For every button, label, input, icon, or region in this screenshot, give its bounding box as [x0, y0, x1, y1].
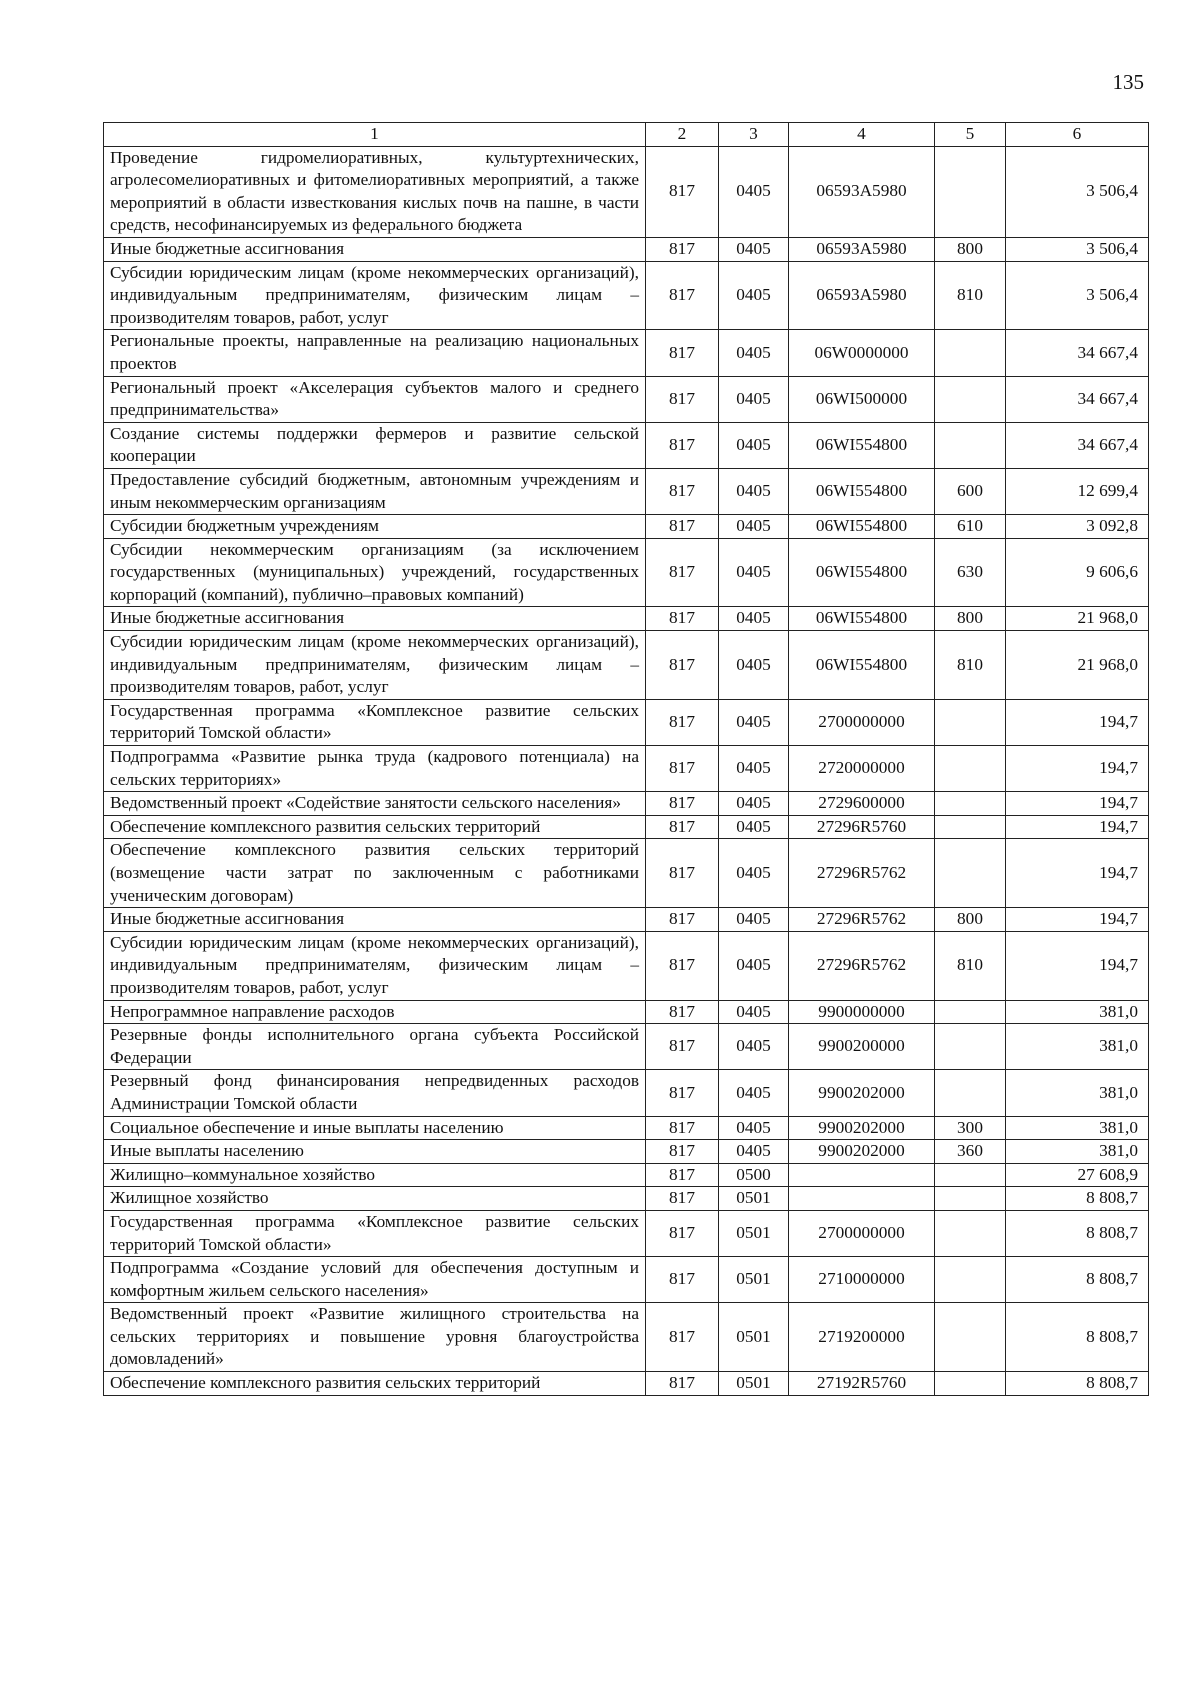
row-amount: 12 699,4	[1006, 468, 1149, 514]
row-amount: 8 808,7	[1006, 1257, 1149, 1303]
table-row	[104, 931, 1149, 1000]
row-ministry-code: 817	[646, 1210, 719, 1256]
row-section-code: 0405	[719, 631, 789, 700]
row-name: Ведомственный проект «Содействие занятости сельского населения»	[104, 792, 646, 816]
row-name: Жилищно–коммунальное хозяйство	[104, 1163, 646, 1187]
table-row	[104, 1163, 1149, 1187]
row-expense-type-code	[935, 1303, 1006, 1372]
row-expense-type-code	[935, 815, 1006, 839]
row-amount: 3 506,4	[1006, 261, 1149, 330]
table-row	[104, 1187, 1149, 1211]
row-section-code: 0405	[719, 931, 789, 1000]
row-target-code: 06WI500000	[789, 376, 935, 422]
row-amount: 381,0	[1006, 1116, 1149, 1140]
row-ministry-code: 817	[646, 699, 719, 745]
table-row	[104, 515, 1149, 539]
row-target-code: 06WI554800	[789, 631, 935, 700]
row-target-code: 2700000000	[789, 1210, 935, 1256]
column-header: 6	[1006, 123, 1149, 147]
row-ministry-code: 817	[646, 1024, 719, 1070]
row-ministry-code: 817	[646, 261, 719, 330]
row-section-code: 0405	[719, 237, 789, 261]
row-ministry-code: 817	[646, 1303, 719, 1372]
row-section-code: 0405	[719, 261, 789, 330]
row-name: Ведомственный проект «Развитие жилищного строительства на сельских территориях и повышение уровня благоустройства домовладений»	[104, 1303, 646, 1372]
row-amount: 194,7	[1006, 839, 1149, 908]
row-target-code	[789, 1163, 935, 1187]
row-expense-type-code	[935, 1187, 1006, 1211]
row-target-code: 27296R5760	[789, 815, 935, 839]
row-expense-type-code	[935, 1372, 1006, 1396]
row-section-code: 0405	[719, 839, 789, 908]
row-name: Иные бюджетные ассигнования	[104, 237, 646, 261]
row-ministry-code: 817	[646, 792, 719, 816]
row-section-code: 0405	[719, 908, 789, 932]
row-amount: 194,7	[1006, 792, 1149, 816]
table-row	[104, 538, 1149, 607]
table-row	[104, 1257, 1149, 1303]
row-expense-type-code: 810	[935, 261, 1006, 330]
row-expense-type-code: 300	[935, 1116, 1006, 1140]
page-number: 135	[1112, 70, 1144, 94]
row-target-code: 2719200000	[789, 1303, 935, 1372]
row-amount: 381,0	[1006, 1070, 1149, 1116]
row-ministry-code: 817	[646, 468, 719, 514]
row-name: Иные выплаты населению	[104, 1140, 646, 1164]
row-target-code: 2729600000	[789, 792, 935, 816]
row-ministry-code: 817	[646, 839, 719, 908]
row-ministry-code: 817	[646, 631, 719, 700]
row-section-code: 0405	[719, 1116, 789, 1140]
row-expense-type-code	[935, 376, 1006, 422]
row-expense-type-code: 360	[935, 1140, 1006, 1164]
table-row	[104, 261, 1149, 330]
row-name: Резервные фонды исполнительного органа субъекта Российской Федерации	[104, 1024, 646, 1070]
row-name: Иные бюджетные ассигнования	[104, 908, 646, 932]
table-row	[104, 1210, 1149, 1256]
row-target-code: 06593А5980	[789, 261, 935, 330]
row-expense-type-code: 610	[935, 515, 1006, 539]
row-expense-type-code	[935, 1257, 1006, 1303]
row-section-code: 0405	[719, 468, 789, 514]
row-name: Субсидии юридическим лицам (кроме некоммерческих организаций), индивидуальным предпринимателям, физическим лицам – производителям товаров, работ, услуг	[104, 261, 646, 330]
row-name: Социальное обеспечение и иные выплаты населению	[104, 1116, 646, 1140]
row-target-code: 06W0000000	[789, 330, 935, 376]
row-name: Предоставление субсидий бюджетным, автономным учреждениям и иным некоммерческим организациям	[104, 468, 646, 514]
row-amount: 194,7	[1006, 815, 1149, 839]
row-name: Непрограммное направление расходов	[104, 1000, 646, 1024]
row-name: Региональные проекты, направленные на реализацию национальных проектов	[104, 330, 646, 376]
row-ministry-code: 817	[646, 1163, 719, 1187]
row-section-code: 0405	[719, 1140, 789, 1164]
table-row	[104, 468, 1149, 514]
row-name: Субсидии юридическим лицам (кроме некоммерческих организаций), индивидуальным предпринимателям, физическим лицам – производителям товаров, работ, услуг	[104, 631, 646, 700]
row-name: Государственная программа «Комплексное развитие сельских территорий Томской области»	[104, 1210, 646, 1256]
row-expense-type-code: 800	[935, 908, 1006, 932]
row-section-code: 0405	[719, 330, 789, 376]
row-name: Подпрограмма «Развитие рынка труда (кадрового потенциала) на сельских территориях»	[104, 746, 646, 792]
row-name: Создание системы поддержки фермеров и развитие сельской кооперации	[104, 422, 646, 468]
column-header: 5	[935, 123, 1006, 147]
row-ministry-code: 817	[646, 1257, 719, 1303]
table-row	[104, 815, 1149, 839]
row-amount: 34 667,4	[1006, 376, 1149, 422]
table-row	[104, 1000, 1149, 1024]
row-ministry-code: 817	[646, 538, 719, 607]
row-expense-type-code	[935, 1210, 1006, 1256]
row-name: Региональный проект «Акселерация субъектов малого и среднего предпринимательства»	[104, 376, 646, 422]
row-ministry-code: 817	[646, 1187, 719, 1211]
row-section-code: 0501	[719, 1257, 789, 1303]
row-expense-type-code	[935, 422, 1006, 468]
row-expense-type-code	[935, 792, 1006, 816]
row-expense-type-code	[935, 1070, 1006, 1116]
table-row	[104, 376, 1149, 422]
row-amount: 3 506,4	[1006, 146, 1149, 237]
row-expense-type-code: 800	[935, 607, 1006, 631]
row-section-code: 0500	[719, 1163, 789, 1187]
row-section-code: 0405	[719, 515, 789, 539]
row-ministry-code: 817	[646, 422, 719, 468]
row-target-code: 06WI554800	[789, 515, 935, 539]
row-target-code: 9900202000	[789, 1116, 935, 1140]
row-target-code: 06WI554800	[789, 468, 935, 514]
row-target-code: 06WI554800	[789, 422, 935, 468]
row-target-code	[789, 1187, 935, 1211]
row-section-code: 0405	[719, 746, 789, 792]
table-row	[104, 1140, 1149, 1164]
row-amount: 27 608,9	[1006, 1163, 1149, 1187]
header-row	[104, 123, 1149, 147]
row-amount: 381,0	[1006, 1140, 1149, 1164]
row-target-code: 9900202000	[789, 1140, 935, 1164]
table-row	[104, 631, 1149, 700]
row-expense-type-code: 600	[935, 468, 1006, 514]
row-ministry-code: 817	[646, 376, 719, 422]
row-amount: 194,7	[1006, 746, 1149, 792]
row-ministry-code: 817	[646, 1116, 719, 1140]
row-name: Обеспечение комплексного развития сельских территорий (возмещение части затрат по заключенным с работниками ученическим договорам)	[104, 839, 646, 908]
table-row	[104, 146, 1149, 237]
row-amount: 381,0	[1006, 1000, 1149, 1024]
row-name: Подпрограмма «Создание условий для обеспечения доступным и комфортным жильем сельского населения»	[104, 1257, 646, 1303]
row-ministry-code: 817	[646, 237, 719, 261]
table-row	[104, 792, 1149, 816]
table-row	[104, 1024, 1149, 1070]
row-amount: 9 606,6	[1006, 538, 1149, 607]
row-expense-type-code: 810	[935, 931, 1006, 1000]
row-expense-type-code	[935, 746, 1006, 792]
row-ministry-code: 817	[646, 1070, 719, 1116]
row-amount: 194,7	[1006, 699, 1149, 745]
row-section-code: 0405	[719, 607, 789, 631]
row-section-code: 0501	[719, 1210, 789, 1256]
row-section-code: 0405	[719, 699, 789, 745]
row-ministry-code: 817	[646, 746, 719, 792]
row-amount: 381,0	[1006, 1024, 1149, 1070]
row-expense-type-code: 630	[935, 538, 1006, 607]
row-name: Жилищное хозяйство	[104, 1187, 646, 1211]
row-target-code: 06593А5980	[789, 146, 935, 237]
row-name: Субсидии бюджетным учреждениям	[104, 515, 646, 539]
table-row	[104, 1372, 1149, 1396]
row-section-code: 0501	[719, 1372, 789, 1396]
row-amount: 3 506,4	[1006, 237, 1149, 261]
row-expense-type-code	[935, 146, 1006, 237]
row-amount: 194,7	[1006, 931, 1149, 1000]
row-ministry-code: 817	[646, 1000, 719, 1024]
row-expense-type-code	[935, 699, 1006, 745]
row-expense-type-code	[935, 1163, 1006, 1187]
row-amount: 8 808,7	[1006, 1303, 1149, 1372]
row-ministry-code: 817	[646, 330, 719, 376]
row-target-code: 2700000000	[789, 699, 935, 745]
row-amount: 8 808,7	[1006, 1210, 1149, 1256]
row-amount: 8 808,7	[1006, 1372, 1149, 1396]
row-section-code: 0405	[719, 792, 789, 816]
table-row	[104, 1303, 1149, 1372]
row-name: Субсидии некоммерческим организациям (за исключением государственных (муниципальных) учреждений, государственных корпораций (компаний), публично–правовых компаний)	[104, 538, 646, 607]
row-expense-type-code	[935, 839, 1006, 908]
table-row	[104, 746, 1149, 792]
row-expense-type-code	[935, 330, 1006, 376]
table-row	[104, 607, 1149, 631]
row-ministry-code: 817	[646, 607, 719, 631]
row-target-code: 9900200000	[789, 1024, 935, 1070]
row-section-code: 0501	[719, 1303, 789, 1372]
row-ministry-code: 817	[646, 515, 719, 539]
row-section-code: 0405	[719, 146, 789, 237]
row-target-code: 06WI554800	[789, 538, 935, 607]
row-target-code: 9900202000	[789, 1070, 935, 1116]
row-amount: 3 092,8	[1006, 515, 1149, 539]
row-section-code: 0405	[719, 815, 789, 839]
column-header: 4	[789, 123, 935, 147]
row-target-code: 2710000000	[789, 1257, 935, 1303]
row-section-code: 0405	[719, 376, 789, 422]
table-row	[104, 839, 1149, 908]
row-target-code: 06593А5980	[789, 237, 935, 261]
row-target-code: 27296R5762	[789, 931, 935, 1000]
row-section-code: 0501	[719, 1187, 789, 1211]
row-section-code: 0405	[719, 422, 789, 468]
row-name: Проведение гидромелиоративных, культуртехнических, агролесомелиоративных и фитомелиоративных мероприятий, а также мероприятий в области известкования кислых почв на пашне, в части средств, несофинансируемых из федерального бюджета	[104, 146, 646, 237]
row-amount: 34 667,4	[1006, 422, 1149, 468]
row-amount: 194,7	[1006, 908, 1149, 932]
row-expense-type-code	[935, 1024, 1006, 1070]
row-amount: 8 808,7	[1006, 1187, 1149, 1211]
row-target-code: 9900000000	[789, 1000, 935, 1024]
table-row	[104, 330, 1149, 376]
row-ministry-code: 817	[646, 1372, 719, 1396]
table-row	[104, 422, 1149, 468]
row-name: Обеспечение комплексного развития сельских территорий	[104, 1372, 646, 1396]
column-header: 1	[104, 123, 646, 147]
row-expense-type-code: 810	[935, 631, 1006, 700]
row-name: Субсидии юридическим лицам (кроме некоммерческих организаций), индивидуальным предпринимателям, физическим лицам – производителям товаров, работ, услуг	[104, 931, 646, 1000]
column-header: 3	[719, 123, 789, 147]
row-amount: 21 968,0	[1006, 631, 1149, 700]
row-target-code: 06WI554800	[789, 607, 935, 631]
row-target-code: 27192R5760	[789, 1372, 935, 1396]
row-section-code: 0405	[719, 1024, 789, 1070]
table-row	[104, 699, 1149, 745]
row-section-code: 0405	[719, 1000, 789, 1024]
row-name: Резервный фонд финансирования непредвиденных расходов Администрации Томской области	[104, 1070, 646, 1116]
row-target-code: 27296R5762	[789, 839, 935, 908]
row-ministry-code: 817	[646, 815, 719, 839]
row-section-code: 0405	[719, 1070, 789, 1116]
budget-table	[103, 122, 1149, 1396]
row-section-code: 0405	[719, 538, 789, 607]
row-ministry-code: 817	[646, 908, 719, 932]
row-expense-type-code: 800	[935, 237, 1006, 261]
row-ministry-code: 817	[646, 1140, 719, 1164]
table-row	[104, 1116, 1149, 1140]
row-ministry-code: 817	[646, 931, 719, 1000]
table-row	[104, 1070, 1149, 1116]
table-row	[104, 237, 1149, 261]
column-header: 2	[646, 123, 719, 147]
row-target-code: 2720000000	[789, 746, 935, 792]
row-expense-type-code	[935, 1000, 1006, 1024]
row-name: Иные бюджетные ассигнования	[104, 607, 646, 631]
row-amount: 34 667,4	[1006, 330, 1149, 376]
row-amount: 21 968,0	[1006, 607, 1149, 631]
row-target-code: 27296R5762	[789, 908, 935, 932]
row-name: Обеспечение комплексного развития сельских территорий	[104, 815, 646, 839]
table-row	[104, 908, 1149, 932]
row-name: Государственная программа «Комплексное развитие сельских территорий Томской области»	[104, 699, 646, 745]
row-ministry-code: 817	[646, 146, 719, 237]
